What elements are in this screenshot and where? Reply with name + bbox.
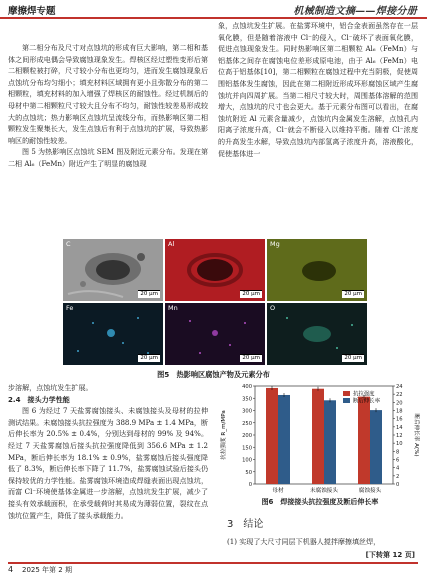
- left-column: [8, 42, 208, 170]
- y2-tick-label: 6: [396, 457, 400, 464]
- paragraph: 图 6 为经过 7 天盐雾腐蚀接头、未腐蚀接头及母材的拉伸测试结果。未腐蚀接头抗拉强度为 388.9 MPa ± 1.4 MPa，断后伸长率为 20.5% ± 0.4%，分别达到母材的 99% 及 94%。经过 7 天盐雾腐蚀后接头抗拉强度降低到 356.6 MPa ± 1.2 MPa，断后伸长率为 18.1% ± 0.9%，盐雾腐蚀后接头强度降低了 8.3%，断后伸长率下降了 11.7%，盐雾腐蚀试验后接头仍保持较优的力学性能。盐雾腐蚀环境造成焊缝表面出现点蚀坑，而富 Cl⁻环境使基体金属进一步溶解，点蚀坑发生扩展，减少了接头有效承载面积，在承受载荷时其易成为薄弱位置，裂纹在点蚀坑位置产生，降低了接头承载能力。: [8, 406, 208, 520]
- y2-axis-label: 断后伸长率 A(%): [413, 413, 419, 457]
- paragraph: 图 5 为热影响区点蚀坑 SEM 图及附近元素分布。发现在第二相 Al₆（FeMn）附近产生了明显的腐蚀现: [8, 147, 208, 168]
- conclusion-text: (1) 实现了大尺寸同层下机器人搅拌摩擦填丝焊，: [227, 537, 381, 546]
- scale-bar: 20 μm: [140, 291, 158, 297]
- paragraph: 象，点蚀坑发生扩展。在盐雾环境中，铝合金表面虽然存在一层氧化膜，但是随着溶液中 Cl⁻的侵入，Cl⁻破坏了表面氧化膜，促进点蚀现象发生。同时热影响区第二相颗粒 Al₆（FeMn）与铝基体之间存在腐蚀电位差形成原电池，由于 Al₆（FeMn）电位高于铝基体[10]，第二相颗粒在腐蚀过程中充当阴极，促使周围铝基体发生腐蚀，因此在第二相附近形成环形腐蚀区域产生腐蚀坑并向四周扩展。当第二相尺寸较大时，周围基体溶解的范围增大，点蚀坑的尺寸也会更大。基于元素分布图可以看出，在腐蚀坑附近 Al 元素含量减少，点蚀坑内金属发生溶解，点蚀孔内阳离子浓度升高，Cl⁻就会不断侵入以维持平衡。随着 Cl⁻浓度的升高发生水解，导致点蚀坑内部氢离子浓度升高，溶液酸化，促使基体进一: [218, 21, 418, 158]
- x-category-label: 未腐蚀接头: [310, 488, 338, 494]
- figure-5: [63, 239, 367, 367]
- y-tick-label: 300: [242, 408, 252, 415]
- y-axis-label: 抗拉强度 R_m/MPa: [221, 410, 227, 460]
- y2-tick-label: 22: [396, 392, 403, 399]
- header-rule: [0, 17, 427, 19]
- figure-6-chart: [215, 380, 425, 498]
- section-heading: 3 结论: [227, 519, 264, 530]
- scale-bar: 20 μm: [344, 355, 362, 361]
- eds-panel-al: [165, 239, 265, 301]
- panel-label: Mn: [168, 304, 178, 312]
- y-tick-label: 0: [248, 482, 252, 488]
- sem-panel-c: [63, 239, 163, 301]
- y2-tick-label: 0: [396, 482, 400, 488]
- left-column-lower: [8, 382, 208, 521]
- legend-label: 抗拉强度: [353, 391, 375, 398]
- y2-tick-label: 14: [396, 424, 403, 431]
- y2-tick-label: 10: [396, 441, 403, 448]
- right-column: [218, 20, 418, 159]
- continued-note: [下转第 12 页]: [365, 550, 415, 559]
- bar-strength: [266, 388, 278, 484]
- scale-bar: 20 μm: [140, 355, 158, 361]
- y2-tick-label: 20: [396, 400, 403, 407]
- y-tick-label: 200: [242, 433, 252, 439]
- y2-tick-label: 18: [396, 408, 403, 415]
- bar-strength: [312, 389, 324, 484]
- y2-tick-label: 4: [396, 465, 400, 472]
- bar-elongation: [324, 400, 336, 484]
- y-tick-label: 100: [242, 457, 252, 464]
- panel-label: Fe: [66, 304, 74, 312]
- y2-tick-label: 16: [396, 416, 403, 423]
- x-category-label: 腐蚀接头: [358, 488, 382, 494]
- y2-tick-label: 2: [396, 473, 400, 480]
- y2-tick-label: 12: [396, 433, 403, 439]
- bar-strength: [358, 397, 370, 484]
- panel-label: Al: [168, 240, 175, 248]
- panel-label: Mg: [270, 240, 280, 248]
- eds-panel-mn: [165, 303, 265, 365]
- footer-rule: [8, 562, 418, 564]
- header-journal: 机械制造文摘——焊接分册: [293, 6, 417, 17]
- legend-swatch: [343, 398, 350, 403]
- bar-elongation: [278, 395, 290, 484]
- scale-bar: 20 μm: [242, 355, 260, 361]
- eds-panel-o: [267, 303, 367, 365]
- panel-label: O: [270, 304, 276, 312]
- figure-6-caption: 图6 焊接接头抗拉强度及断后伸长率: [261, 498, 379, 506]
- issue-label: 2025 年第 2 期: [22, 566, 72, 574]
- panel-label: C: [66, 240, 71, 248]
- figure-5-caption: 图5 热影响区腐蚀产物及元素分布: [157, 370, 270, 379]
- legend-label: 断后伸长率: [353, 398, 380, 405]
- eds-panel-mg: [267, 239, 367, 301]
- y-tick-label: 350: [242, 396, 252, 403]
- y2-tick-label: 8: [396, 449, 400, 456]
- x-category-label: 母材: [272, 488, 284, 494]
- y-tick-label: 400: [242, 384, 252, 390]
- scale-bar: 20 μm: [242, 291, 260, 297]
- y-tick-label: 150: [242, 445, 252, 452]
- legend-swatch: [343, 391, 350, 396]
- scale-bar: 20 μm: [344, 291, 362, 297]
- paragraph: 步溶解，点蚀坑发生扩展。: [8, 383, 93, 392]
- eds-panel-fe: [63, 303, 163, 365]
- paragraph: 第二相分布及尺寸对点蚀坑的形成有巨大影响，第二相和基体之间形成电偶会导致腐蚀现象发生。焊核区经过塑性变形后第二相颗粒被打碎，尺寸较小分布也更均匀，进而发生腐蚀现象后点蚀坑分布均匀细小；填充材料区域拥有更小且弥散分布的第二相颗粒，填充材料的加入增强了焊核区的耐蚀性。经过机制后的母材中第二相颗粒尺寸较大且分布不均匀，耐蚀性较差易形成较大的点蚀坑；热力影响区点蚀坑呈流线分布，而热影响区第二相颗粒发生聚集长大，发生点蚀后有利于点蚀坑的扩展，导致热影响区的耐蚀性较差。: [8, 43, 208, 145]
- page-number: 4: [8, 565, 14, 574]
- bar-chart: [215, 380, 425, 498]
- bar-elongation: [370, 410, 382, 484]
- y2-tick-label: 24: [396, 384, 403, 390]
- y-tick-label: 250: [242, 420, 252, 427]
- header-section: 摩擦焊专题: [8, 6, 56, 17]
- y-tick-label: 50: [245, 469, 252, 476]
- section-title: 2.4 接头力学性能: [8, 394, 70, 404]
